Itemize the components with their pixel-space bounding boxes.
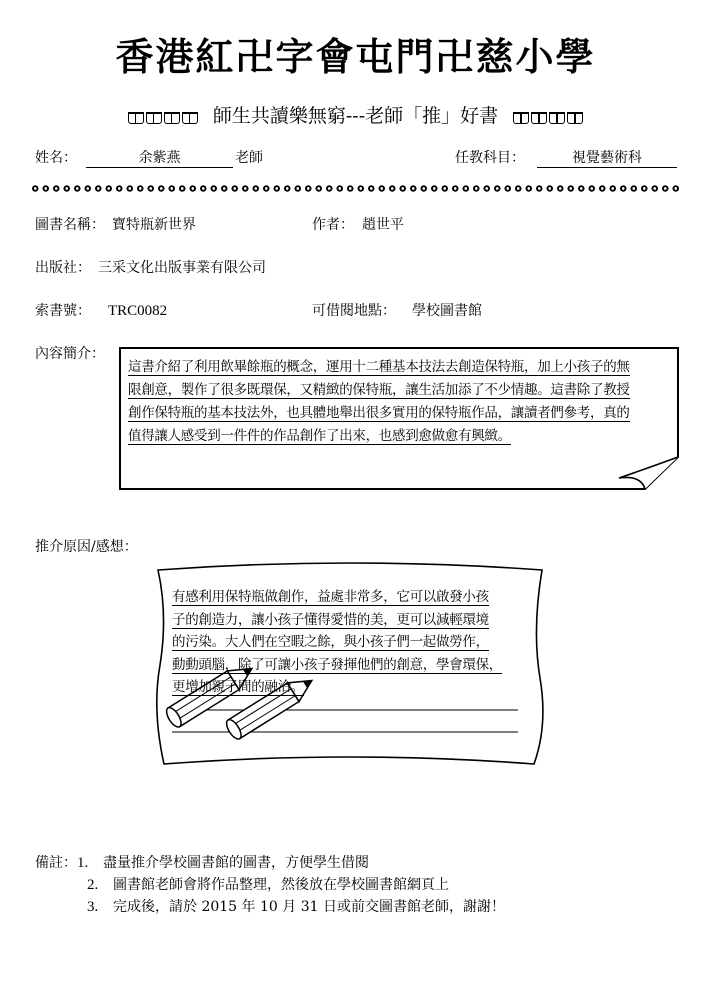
school-name: 香港紅卍字會屯門卍慈小學: [115, 34, 596, 79]
subtitle-row: [0, 107, 711, 127]
summary-text: [128, 356, 674, 448]
reason-line: 子的創造力，讓小孩子懂得愛惜的美，更可以減輕環境: [172, 611, 489, 628]
reason-label: 推介原因/感想：: [35, 539, 138, 555]
teacher-title: 老師: [235, 150, 263, 166]
summary-line: 創作保特瓶的基本技法外，也具體地舉出很多實用的保特瓶作品，讓讀者們參考，真的: [128, 405, 630, 421]
reason-line: 的污染。大人們在空暇之餘，與小孩子們一起做勞作，: [172, 634, 489, 650]
subject-label: 任教科目：: [455, 150, 525, 166]
subtitle: 師生共讀樂無窮---老師「推」好書: [212, 105, 499, 127]
note-text: 圖書館老師會將作品整理，然後放在學校圖書館網頁上: [113, 877, 449, 893]
note-item: [35, 896, 505, 918]
open-book-icon: [513, 112, 529, 124]
summary-label: 內容簡介：: [35, 346, 105, 362]
notes: [35, 852, 505, 918]
open-book-icons-right: [512, 108, 584, 127]
open-book-icon: [146, 112, 162, 124]
call-number: TRC0082: [108, 303, 168, 319]
decorative-divider: [30, 183, 680, 194]
location: 學校圖書館: [412, 303, 482, 319]
note-item: [35, 874, 505, 896]
open-book-icon: [128, 112, 144, 124]
summary-line: 值得讓人感受到一件件的作品創作了出來，也感到愈做愈有興緻。: [128, 428, 511, 444]
open-book-icon: [164, 112, 180, 124]
note-text: 完成後，請於 2015 年 10 月 31 日或前交圖書館老師，謝謝！: [113, 899, 505, 915]
subject-value: 視覺藝術科: [537, 151, 677, 168]
name-label: 姓名：: [35, 150, 77, 166]
reason-line: 有感利用保特瓶做創作，益處非常多，它可以啟發小孩: [172, 589, 489, 605]
note-number: 2.: [87, 877, 99, 893]
reason-line: 動動頭腦，除了可讓小孩子發揮他們的創意，學會環保，: [172, 656, 502, 673]
open-book-icon: [549, 112, 565, 124]
publisher: 三采文化出版事業有限公司: [98, 260, 266, 276]
reason-line: 更增加親子間的融洽。: [172, 679, 304, 695]
book-title: 寶特瓶新世界: [112, 217, 196, 233]
publisher-label: 出版社：: [35, 260, 91, 276]
reason-text: [172, 586, 532, 699]
location-label: 可借閱地點：: [312, 303, 396, 319]
summary-line: 這書介紹了利用飲畢餘瓶的概念，運用十二種基本技法去創造保特瓶，加上小孩子的無: [128, 359, 630, 375]
teacher-name: 余紫燕: [86, 151, 233, 168]
summary-line: 限創意，製作了很多既環保，又精緻的保特瓶，讓生活加添了不少情趣。這書除了教授: [128, 382, 630, 398]
call-number-label: 索書號：: [35, 303, 91, 319]
note-number: 1.: [77, 855, 89, 871]
author-label: 作者：: [312, 217, 354, 233]
note-item: [35, 852, 505, 874]
note-number: 3.: [87, 899, 99, 915]
author: 趙世平: [362, 217, 404, 233]
open-book-icons-left: [127, 108, 199, 127]
open-book-icon: [567, 112, 583, 124]
notes-label: 備註：: [35, 855, 77, 871]
open-book-icon: [531, 112, 547, 124]
note-text: 盡量推介學校圖書館的圖書，方便學生借閱: [103, 855, 369, 871]
book-title-label: 圖書名稱：: [35, 217, 105, 233]
open-book-icon: [182, 112, 198, 124]
